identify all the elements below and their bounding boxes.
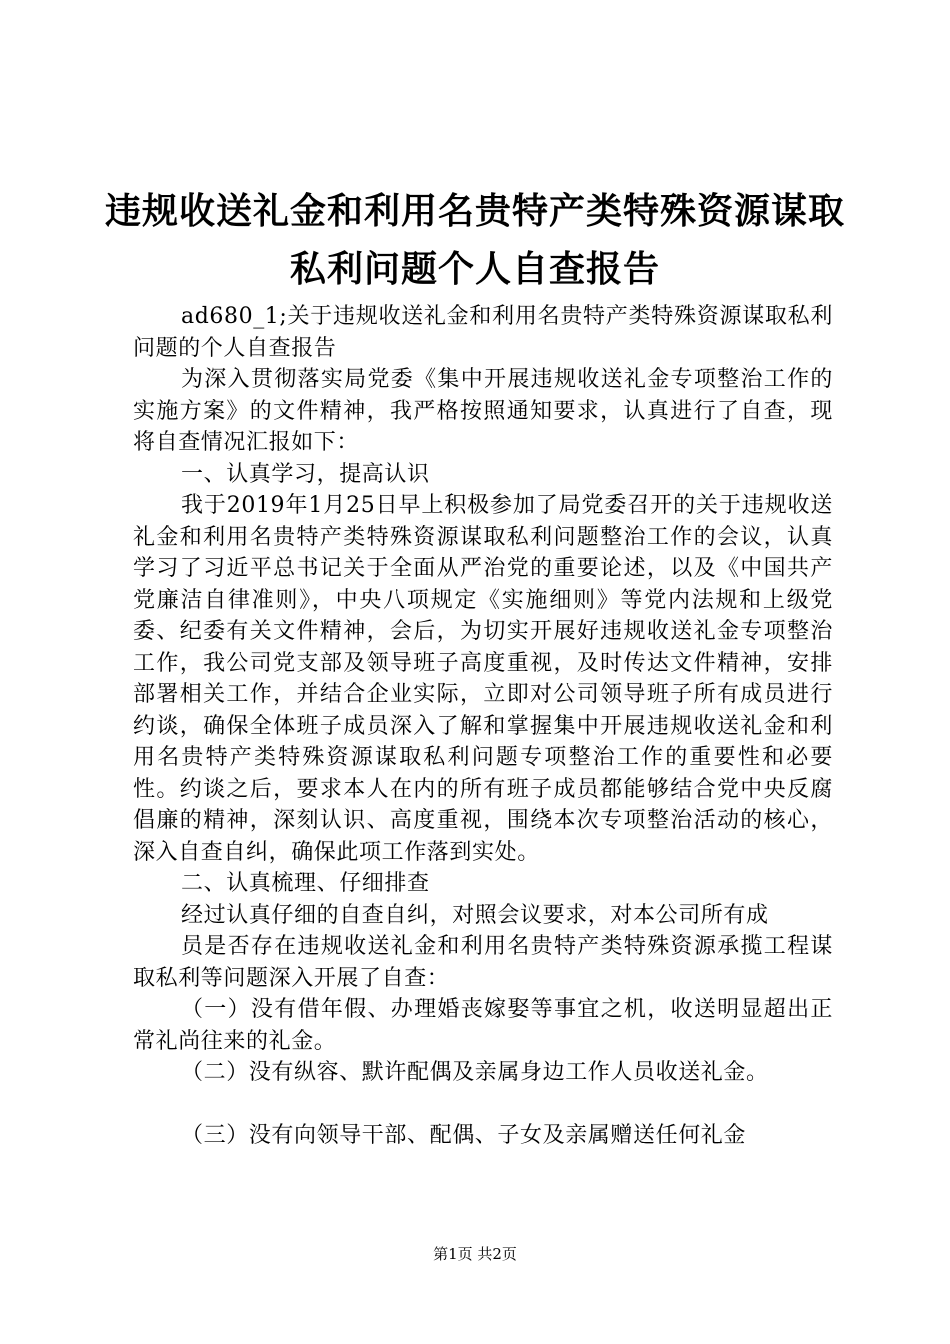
section-heading-1: 一、认真学习，提高认识: [181, 461, 430, 487]
list-item-3: （三）没有向领导干部、配偶、子女及亲属赠送任何礼金: [181, 1122, 747, 1148]
paragraph-study: 我于2019年1月25日早上积极参加了局党委召开的关于违规收送礼金和利用名贵特产类特殊资源谋取私利问题整治工作的会议，认真学习了习近平总书记关于全面从严治党的重要论述，以及《中国共产党廉洁自律准则》，中央八项规定《实施细则》等党内法规和上级党委、纪委有关文件精神，会后，为切实开展好违规收送礼金专项整治工作，我公司党支部及领导班子高度重视，及时传达文件精神，安排部署相关工作，并结合企业实际，立即对公司领导班子所有成员进行约谈，确保全体班子成员深入了解和掌握集中开展违规收送礼金和利用名贵特产类特殊资源谋取私利问题专项整治工作的重要性和必要性。约谈之后，要求本人在内的所有班子成员都能够结合党中央反腐倡廉的精神，深刻认识、高度重视，围绕本次专项整治活动的核心，深入自查自纠，确保此项工作落到实处。: [133, 493, 833, 865]
paragraph-check-start: 经过认真仔细的自查自纠，对照会议要求，对本公司所有成: [181, 902, 769, 928]
document-body: [133, 301, 833, 1151]
document-title-line1: 违规收送礼金和利用名贵特产类特殊资源谋取: [104, 191, 845, 232]
document-title-line2: 私利问题个人自查报告: [289, 249, 660, 290]
page-footer: 第1页 共2页: [433, 1245, 517, 1263]
list-item-2: （二）没有纵容、默许配偶及亲属身边工作人员收送礼金。: [181, 1060, 769, 1085]
list-item-1: （一）没有借年假、办理婚丧嫁娶等事宜之机，收送明显超出正常礼尚往来的礼金。: [133, 997, 833, 1054]
paragraph-check-cont: 员是否存在违规收送礼金和利用名贵特产类特殊资源承揽工程谋取私利等问题深入开展了自查：: [133, 934, 833, 991]
paragraph-purpose: 为深入贯彻落实局党委《集中开展违规收送礼金专项整治工作的实施方案》的文件精神，我严格按照通知要求，认真进行了自查，现将自查情况汇报如下：: [133, 367, 833, 455]
paragraph-gap: [133, 1089, 833, 1120]
paragraph-intro: ad680_1;关于违规收送礼金和利用名贵特产类特殊资源谋取私利问题的个人自查报告: [133, 304, 833, 361]
section-heading-2: 二、认真梳理、仔细排查: [181, 871, 430, 896]
